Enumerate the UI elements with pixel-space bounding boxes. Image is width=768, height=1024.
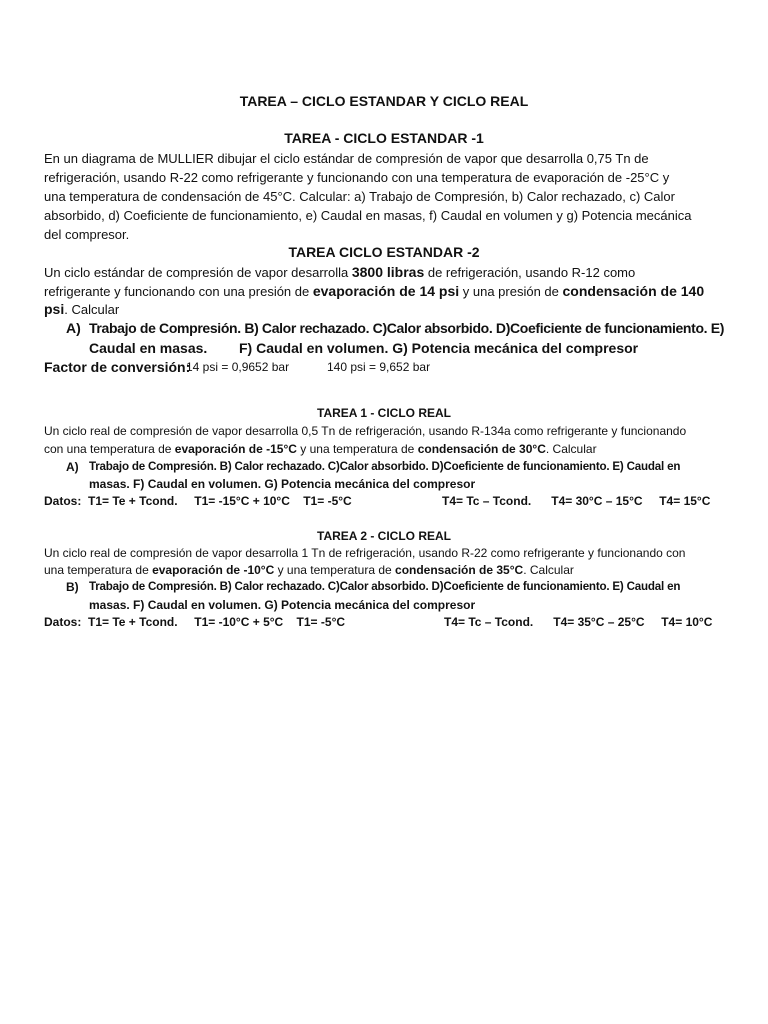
paragraph-line [44, 302, 119, 316]
paragraph-line: refrigeración, usando R-22 como refrigerante y funcionando con una temperatura de evaporación de -25°C y [44, 170, 670, 185]
text-run: con una temperatura de [44, 442, 175, 456]
bold-text-run: 3800 libras [351, 264, 425, 280]
paragraph-line [44, 284, 704, 298]
list-item-line: Caudal en masas. [89, 340, 208, 356]
text-run: de refrigeración, usando R-12 como [424, 265, 636, 280]
list-item-line: masas. F) Caudal en volumen. G) Potencia mecánica del compresor [89, 477, 476, 491]
datos-line: T4= Tc – Tcond. T4= 30°C – 15°C T4= 15°C [442, 494, 711, 508]
text-run: y una presión de [459, 284, 563, 299]
list-marker: A) [66, 460, 79, 474]
text-run: . Calcular [523, 563, 574, 577]
datos-line: Datos: T1= Te + Tcond. T1= -15°C + 10°C T1= -5°C [44, 494, 352, 508]
list-item-line: Trabajo de Compresión. B) Calor rechazado. C)Calor absorbido. D)Coeficiente de funcionamiento. E) [89, 320, 725, 336]
list-marker: A) [66, 320, 81, 336]
factor-value: 140 psi = 9,652 bar [327, 360, 431, 374]
text-run: . Calcular [545, 442, 597, 456]
paragraph-line: absorbido, d) Coeficiente de funcionamiento, e) Caudal en masas, f) Caudal en volumen y g) Potencia mecánica [44, 208, 692, 223]
section-title-estandar-1: TAREA - CICLO ESTANDAR -1 [284, 130, 484, 146]
text-run: refrigerante y funcionando con una presión de [44, 284, 313, 299]
paragraph-line: una temperatura de condensación de 45°C. Calcular: a) Trabajo de Compresión, b) Calor rechazado, c) Calor [44, 189, 675, 204]
list-item-line: Trabajo de Compresión. B) Calor rechazado. C)Calor absorbido. D)Coeficiente de funcionamiento. E) Caudal en [89, 580, 681, 593]
bold-text-run: evaporación de 14 psi [312, 283, 460, 299]
bold-text-run: condensación de 30°C [417, 442, 546, 456]
list-item-line: masas. F) Caudal en volumen. G) Potencia mecánica del compresor [89, 598, 476, 612]
datos-line: T4= Tc – Tcond. T4= 35°C – 25°C T4= 10°C [444, 615, 713, 629]
section-title-estandar-2: TAREA CICLO ESTANDAR -2 [288, 244, 480, 260]
list-item-line: Trabajo de Compresión. B) Calor rechazado. C)Calor absorbido. D)Coeficiente de funcionamiento. E) Caudal en [89, 460, 681, 473]
paragraph-line [44, 564, 574, 576]
text-run: y una temperatura de [296, 442, 418, 456]
paragraph-line: Un ciclo real de compresión de vapor desarrolla 0,5 Tn de refrigeración, usando R-134a como refrigerante y funcionando [44, 424, 687, 438]
factor-label: Factor de conversión: [44, 359, 191, 375]
text-run: Un ciclo estándar de compresión de vapor desarrolla [44, 265, 352, 280]
list-marker: B) [66, 580, 79, 594]
text-run: . Calcular [64, 302, 120, 317]
text-run: y una temperatura de [274, 563, 396, 577]
paragraph-line [44, 443, 597, 455]
paragraph-line: Un ciclo real de compresión de vapor desarrolla 1 Tn de refrigeración, usando R-22 como refrigerante y funcionando con [44, 546, 686, 560]
bold-text-run: psi [44, 301, 65, 317]
paragraph-line: del compresor. [44, 227, 130, 242]
datos-line: Datos: T1= Te + Tcond. T1= -10°C + 5°C T1= -5°C [44, 615, 346, 629]
bold-text-run: condensación de 35°C [395, 563, 524, 577]
text-run: una temperatura de [44, 563, 153, 577]
list-item-line: F) Caudal en volumen. G) Potencia mecánica del compresor [239, 340, 639, 356]
paragraph-line: En un diagrama de MULLIER dibujar el ciclo estándar de compresión de vapor que desarrolla 0,75 Tn de [44, 151, 649, 166]
section-title-real-2: TAREA 2 - CICLO REAL [317, 529, 451, 543]
section-title-real-1: TAREA 1 - CICLO REAL [317, 406, 451, 420]
paragraph-line [44, 265, 635, 279]
factor-value: 14 psi = 0,9652 bar [186, 360, 290, 374]
bold-text-run: evaporación de -10°C [152, 563, 275, 577]
bold-text-run: evaporación de -15°C [174, 442, 297, 456]
document-title: TAREA – CICLO ESTANDAR Y CICLO REAL [239, 93, 529, 109]
bold-text-run: condensación de 140 [562, 283, 705, 299]
